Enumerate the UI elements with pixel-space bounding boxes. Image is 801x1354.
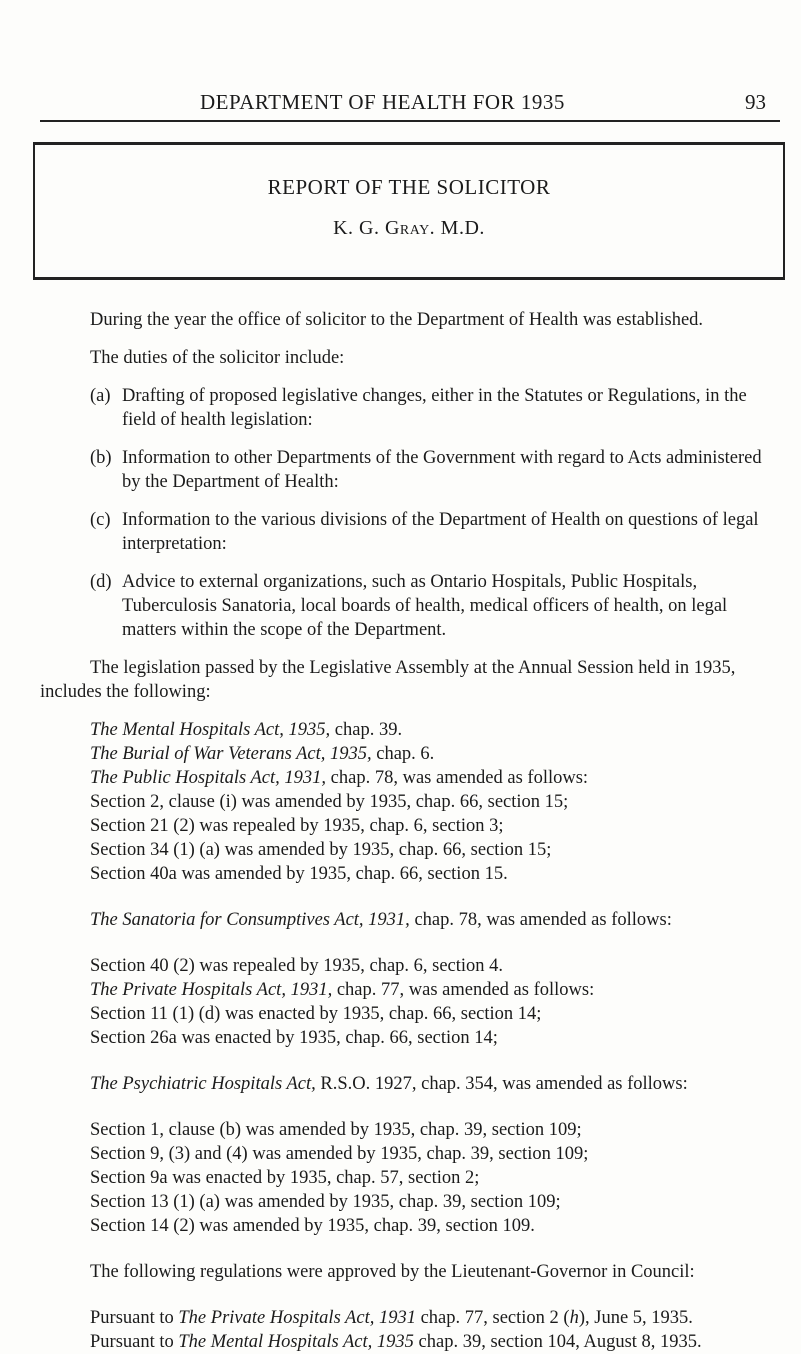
regulations-intro: The following regulations were approved by the Lieutenant-Governor in Council:: [90, 1262, 695, 1282]
legislation-line: [40, 1002, 778, 1026]
list-marker: (c): [90, 510, 111, 530]
list-item-text: Advice to external organizations, such as Ontario Hospitals, Public Hospitals, Tuberculosis Sanatoria, local boards of health, medical officers of health, on legal matters within the scope of the Department.: [122, 572, 728, 640]
act-title: The Private Hospitals Act, 1931,: [90, 980, 333, 1000]
duties-intro: The duties of the solicitor include:: [90, 348, 345, 368]
legislation-line: Section 9, (3) and (4) was amended by 1935, chap. 39, section 109;: [90, 1144, 589, 1164]
regulation-text: Pursuant to: [90, 1332, 179, 1352]
act-title: The Public Hospitals Act, 1931,: [90, 768, 327, 788]
legislation-list: [40, 718, 778, 886]
running-header: [40, 90, 780, 122]
report-title-box: [33, 142, 785, 280]
legislation-text: R.S.O. 1927, chap. 354, was amended as follows:: [315, 1074, 688, 1094]
list-marker: (b): [90, 448, 112, 468]
legislation-line: [40, 838, 778, 862]
report-body: [40, 308, 778, 1354]
legislation-text: Section 34 (1) (a) was amended by 1935, chap. 66, section 15;: [90, 840, 552, 860]
page-number: 93: [745, 90, 766, 114]
regulation-text: chap. 39, section 104, August 8, 1935.: [413, 1332, 702, 1352]
act-title: The Mental Hospitals Act, 1935,: [90, 720, 331, 740]
legislation-line: [40, 954, 778, 978]
legislation-line: Section 14 (2) was amended by 1935, chap. 39, section 109.: [90, 1216, 535, 1236]
duties-list: [40, 384, 778, 642]
legislation-text: Section 40 (2) was repealed by 1935, chap. 6, section 4.: [90, 956, 504, 976]
psychiatric-paragraph: [40, 1072, 778, 1096]
legislation-text: Section 21 (2) was repealed by 1935, chap. 6, section 3;: [90, 816, 504, 836]
legislation-text: chap. 6.: [371, 744, 435, 764]
legislation-text: Section 26a was enacted by 1935, chap. 66, section 14;: [90, 1028, 498, 1048]
report-heading: REPORT OF THE SOLICITOR: [267, 175, 551, 199]
act-title: The Burial of War Veterans Act, 1935,: [90, 744, 372, 764]
sanatoria-paragraph: [40, 908, 778, 932]
act-title: The Psychiatric Hospitals Act,: [90, 1074, 316, 1094]
list-item-text: Information to other Departments of the Government with regard to Acts administered by the Department of Health:: [122, 448, 762, 492]
act-title: The Sanatoria for Consumptives Act, 1931,: [90, 910, 410, 930]
list-item: [40, 384, 778, 432]
regulation-item: [40, 1306, 778, 1330]
regulation-text: ), June 5, 1935.: [578, 1308, 693, 1328]
legislation-text: Section 40a was amended by 1935, chap. 66, section 15.: [90, 864, 508, 884]
legislation-text: Section 11 (1) (d) was enacted by 1935, chap. 66, section 14;: [90, 1004, 542, 1024]
legislation-line: Section 13 (1) (a) was amended by 1935, chap. 39, section 109;: [90, 1192, 561, 1212]
legislation-text: Section 2, clause (i) was amended by 1935, chap. 66, section 15;: [90, 792, 569, 812]
list-item: [40, 508, 778, 556]
regulation-text: Pursuant to: [90, 1308, 179, 1328]
intro-paragraph: During the year the office of solicitor to the Department of Health was established.: [90, 310, 704, 330]
legislation-line: [40, 1026, 778, 1050]
act-title: The Private Hospitals Act, 1931: [178, 1308, 416, 1328]
legislation-line: [40, 862, 778, 886]
clause-letter: h: [569, 1308, 579, 1328]
legislation-line: [40, 790, 778, 814]
legislation-list: [40, 954, 778, 1050]
legislation-text: chap. 77, was amended as follows:: [332, 980, 595, 1000]
regulation-item: [40, 1330, 778, 1354]
legislation-line: [40, 718, 778, 742]
regulations-list: [40, 1306, 778, 1354]
legislation-text: chap. 78, was amended as follows:: [409, 910, 672, 930]
legislation-list: [40, 1118, 778, 1238]
legislation-line: [40, 814, 778, 838]
list-item-text: Drafting of proposed legislative changes, either in the Statutes or Regulations, in the field of health legislation:: [122, 386, 747, 430]
legislation-text: chap. 39.: [330, 720, 403, 740]
running-title: DEPARTMENT OF HEALTH FOR 1935: [200, 90, 565, 114]
list-marker: (d): [90, 572, 112, 592]
list-item-text: Information to the various divisions of the Department of Health on questions of legal interpretation:: [122, 510, 759, 554]
act-title: The Mental Hospitals Act, 1935: [178, 1332, 414, 1352]
list-item: [40, 570, 778, 642]
legislation-line: [40, 742, 778, 766]
report-author: K. G. Gray. M.D.: [333, 217, 485, 239]
legislation-line: Section 1, clause (b) was amended by 1935, chap. 39, section 109;: [90, 1120, 582, 1140]
legislation-intro: The legislation passed by the Legislative Assembly at the Annual Session held in 1935, includes the following:: [40, 658, 736, 702]
list-item: [40, 446, 778, 494]
legislation-text: chap. 78, was amended as follows:: [326, 768, 589, 788]
legislation-line: [40, 766, 778, 790]
legislation-line: Section 9a was enacted by 1935, chap. 57, section 2;: [90, 1168, 480, 1188]
legislation-line: [40, 978, 778, 1002]
list-marker: (a): [90, 386, 111, 406]
regulation-text: chap. 77, section 2 (: [415, 1308, 570, 1328]
